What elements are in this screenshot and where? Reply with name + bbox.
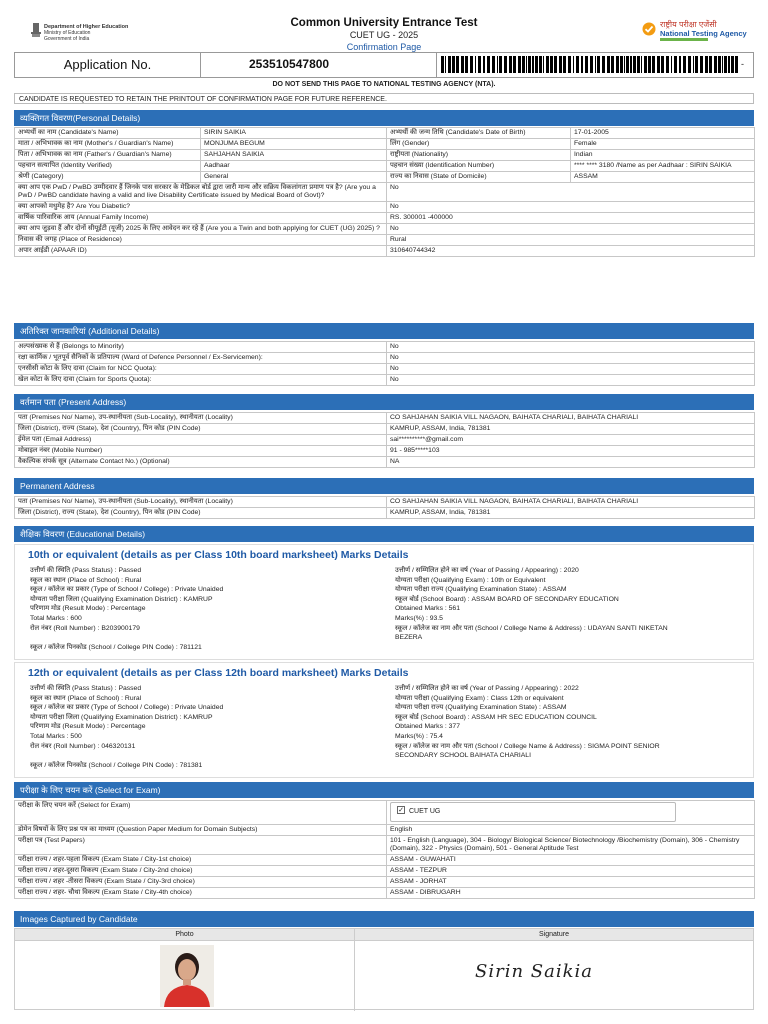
barcode-bar — [528, 56, 531, 73]
barcode-bar — [709, 56, 712, 73]
field-label: पता (Premises No/ Name), उप-स्थानीयता (Sub-Locality), स्थानीयता (Locality) — [15, 413, 387, 424]
application-label: Application No. — [15, 53, 201, 77]
barcode-bar — [620, 56, 623, 73]
table-row — [15, 183, 755, 202]
barcode-bar — [607, 56, 610, 73]
application-number-box — [14, 52, 754, 78]
education-line: योग्यता परीक्षा (Qualifying Exam) : 10th or Equivalent — [395, 576, 546, 584]
barcode-bar — [683, 56, 686, 73]
table-row — [15, 353, 755, 364]
field-label: वैकल्पिक संपर्क सूत्र (Alternate Contact No.) (Optional) — [15, 457, 387, 468]
table-row — [15, 213, 755, 224]
field-label: क्या आप एक PwD / PwBD उम्मीदवार हैं जिनके पास सरकार के मेडिकल बोर्ड द्वारा जारी मान्य और सक्रिय विकलांगता प्रमाण पत्र है? (Are you a PwD / PwBD candidate having a valid and live Disability Certificate issued by Medical Board of Govt)? — [15, 183, 387, 202]
education-line: Marks(%) : 75.4 — [395, 732, 443, 740]
nta-english-name: National Testing Agency — [660, 29, 747, 38]
education-line: स्कूल / कॉलेज का प्रकार (Type of School / College) : Private Unaided — [30, 586, 224, 594]
barcode-bar — [535, 56, 538, 73]
city-choice-1: ASSAM - GUWAHATI — [387, 855, 755, 866]
education-line: योग्यता परीक्षा जिला (Qualifying Examination District) : KAMRUP — [30, 595, 213, 603]
application-number: 253510547800 — [201, 53, 437, 77]
field-label: क्या आपको मधुमेह है? Are You Diabetic? — [15, 202, 387, 213]
section-images: Images Captured by Candidate — [14, 911, 754, 927]
barcode-bar — [518, 56, 521, 73]
education-line: Total Marks : 500 — [30, 732, 82, 740]
education-line: Total Marks : 600 — [30, 614, 82, 622]
barcode-bar — [641, 56, 642, 73]
table-row — [15, 364, 755, 375]
mobile-number: 91 - 985*****103 — [387, 446, 755, 457]
question-medium: English — [387, 825, 755, 836]
personal-details-table — [14, 127, 755, 257]
education-line: स्कूल / कॉलेज पिनकोड (School / College PIN Code) : 781121 — [30, 643, 202, 651]
table-row — [15, 375, 755, 386]
barcode-bar — [497, 56, 498, 73]
barcode-bar — [573, 56, 574, 73]
date-of-birth: 17-01-2005 — [571, 128, 755, 139]
education-line: स्कूल बोर्ड (School Board) : ASSAM BOARD OF SECONDARY EDUCATION — [395, 595, 619, 603]
table-row — [15, 877, 755, 888]
education-line: Obtained Marks : 377 — [395, 723, 460, 731]
ministry-text — [44, 24, 128, 42]
dept-line1: Department of Higher Education — [44, 24, 129, 30]
field-label: राज्य का निवास (State of Domicile) — [387, 172, 571, 183]
table-row — [15, 150, 755, 161]
ncc-value: No — [387, 364, 755, 375]
candidate-photo — [160, 945, 214, 1007]
barcode-bar — [648, 56, 651, 73]
barcode-bar — [532, 56, 534, 73]
barcode-bar — [602, 56, 605, 73]
barcode-bar — [550, 56, 553, 73]
barcode-bar — [539, 56, 542, 73]
field-label: परीक्षा के लिए चयन करें (Select for Exam) — [15, 801, 387, 825]
minority-value: No — [387, 342, 755, 353]
barcode-bar — [568, 56, 571, 73]
barcode-bar — [452, 56, 455, 73]
tenth-heading: 10th or equivalent (details as per Class 10th board marksheet) Marks Details — [28, 549, 409, 561]
do-not-send-notice: DO NOT SEND THIS PAGE TO NATIONAL TESTING AGENCY (NTA). — [272, 81, 496, 88]
barcode-bar — [626, 56, 629, 73]
table-row — [15, 457, 755, 468]
barcode-bar — [735, 56, 738, 73]
barcode-bar — [513, 56, 516, 73]
permanent-address-table — [14, 496, 755, 519]
education-line: योग्यता परीक्षा राज्य (Qualifying Examination State) : ASSAM — [395, 704, 567, 712]
barcode-bar — [554, 56, 557, 73]
barcode-bar — [705, 56, 708, 73]
table-row — [15, 424, 755, 435]
field-label: ईमेल पता (Email Address) — [15, 435, 387, 446]
field-label: परीक्षा राज्य / शहर- चौथा विकल्प (Exam State / City-4th choice) — [15, 888, 387, 899]
education-line: SECONDARY SCHOOL BAIHATA CHARIALI — [395, 752, 531, 760]
section-additional-details: अतिरिक्त जानकारियां (Additional Details) — [14, 323, 754, 339]
table-row — [15, 235, 755, 246]
page-title: Common University Entrance Test — [290, 17, 478, 29]
retain-notice: CANDIDATE IS REQUESTED TO RETAIN THE PRINTOUT OF CONFIRMATION PAGE FOR FUTURE REFERENCE. — [14, 93, 754, 104]
education-line: योग्यता परीक्षा राज्य (Qualifying Examination State) : ASSAM — [395, 586, 567, 594]
education-line — [30, 633, 380, 643]
barcode-bar — [597, 56, 600, 73]
field-label: लिंग (Gender) — [387, 139, 571, 150]
education-line: BEZERA — [395, 634, 423, 642]
field-label: परीक्षा पत्र (Test Papers) — [15, 836, 387, 855]
twelfth-right-column — [395, 684, 735, 761]
pwd-status: No — [387, 183, 755, 202]
exam-subtitle: CUET UG - 2025 — [349, 30, 419, 40]
alternate-contact: NA — [387, 457, 755, 468]
section-select-exam: परीक्षा के लिए चयन करें (Select for Exam) — [14, 782, 754, 798]
table-row — [15, 836, 755, 855]
tenth-right-column — [395, 566, 735, 643]
barcode-bar — [671, 56, 672, 73]
table-row — [15, 161, 755, 172]
barcode-bar — [666, 56, 669, 73]
barcode-bar — [722, 56, 723, 73]
dept-line2: Ministry of Education — [44, 30, 91, 36]
table-row — [15, 435, 755, 446]
barcode-bar — [483, 56, 485, 73]
table-row — [15, 172, 755, 183]
city-choice-2: ASSAM - TEZPUR — [387, 866, 755, 877]
field-label: जिला (District), राज्य (State), देश (Country), पिन कोड (PIN Code) — [15, 508, 387, 519]
city-choice-3: ASSAM - JORHAT — [387, 877, 755, 888]
barcode-bar — [465, 56, 468, 73]
tenth-left-column — [30, 566, 380, 652]
education-line: उत्तीर्ण / सम्मिलित होने का वर्ष (Year of Passing / Appearing) : 2022 — [395, 685, 579, 692]
barcode-bar — [492, 56, 495, 73]
barcode-bar — [543, 56, 544, 73]
field-label: पहचान संख्या (Identification Number) — [387, 161, 571, 172]
education-line: योग्यता परीक्षा (Qualifying Exam) : Class 12th or equivalent — [395, 694, 564, 702]
barcode-bar — [718, 56, 721, 73]
father-name: SAHJAHAN SAIKIA — [201, 150, 387, 161]
field-label: पता (Premises No/ Name), उप-स्थानीयता (Sub-Locality), स्थानीयता (Locality) — [15, 497, 387, 508]
barcode-bar — [559, 56, 562, 73]
permanent-district: KAMRUP, ASSAM, India, 781381 — [387, 508, 755, 519]
barcode-bar — [475, 56, 476, 73]
barcode-bar — [563, 56, 566, 73]
signature-header: Signature — [355, 929, 753, 941]
field-label: मोबाइल नंबर (Mobile Number) — [15, 446, 387, 457]
education-line: परिणाम मोड (Result Mode) : Percentage — [30, 605, 146, 613]
page-name: Confirmation Page — [346, 42, 422, 52]
barcode-bar — [445, 56, 446, 73]
defence-value: No — [387, 353, 755, 364]
field-label: परीक्षा राज्य / शहर-पहला विकल्प (Exam State / City-1st choice) — [15, 855, 387, 866]
nta-hindi-name: राष्ट्रीय परीक्षा एजेंसी — [660, 20, 717, 29]
table-row — [15, 128, 755, 139]
barcode-bar — [526, 56, 527, 73]
permanent-premises: CO SAHJAHAN SAIKIA VILL NAGAON, BAIHATA CHARIALI, BAIHATA CHARIALI — [387, 497, 755, 508]
field-label: राष्ट्रीयता (Nationality) — [387, 150, 571, 161]
diabetic-status: No — [387, 202, 755, 213]
category: General — [201, 172, 387, 183]
field-label: निवास की जगह (Place of Residence) — [15, 235, 387, 246]
table-row — [15, 866, 755, 877]
twelfth-heading: 12th or equivalent (details as per Class 12th board marksheet) Marks Details — [28, 667, 409, 679]
barcode-bar — [461, 56, 464, 73]
field-label: अपार आईडी (APAAR ID) — [15, 246, 387, 257]
barcode-bar — [731, 56, 734, 73]
state-of-domicile: ASSAM — [571, 172, 755, 183]
barcode-bar — [576, 56, 579, 73]
exam-select-box — [390, 802, 676, 822]
barcode-bar — [509, 56, 512, 73]
additional-details-table — [14, 341, 755, 386]
nta-check-icon — [642, 22, 656, 36]
field-label: पहचान सत्यापित (Identity Verified) — [15, 161, 201, 172]
table-row — [15, 413, 755, 424]
field-label: अल्पसंख्यक से हैं (Belongs to Minority) — [15, 342, 387, 353]
education-line: उत्तीर्ण की स्थिति (Pass Status) : Passed — [30, 567, 142, 574]
barcode-bar — [504, 56, 507, 73]
dept-line3: Government of India — [44, 36, 90, 42]
education-line: स्कूल / कॉलेज का नाम और पता (School / College Name & Address) : UDAYAN SANTI NIKETAN — [395, 624, 668, 632]
barcode-bar — [644, 56, 647, 73]
field-label: एनसीसी कोटा के लिए दावा (Claim for NCC Quota): — [15, 364, 387, 375]
barcode-bar — [637, 56, 640, 73]
field-label: डोमेन विषयों के लिए प्रश्न पत्र का माध्यम (Question Paper Medium for Domain Subjects) — [15, 825, 387, 836]
barcode-bar — [679, 56, 681, 73]
education-line: रोल नंबर (Roll Number) : 046320131 — [30, 742, 136, 750]
field-label: परीक्षा राज्य / शहर -तीसरा विकल्प (Exam State / City-3rd choice) — [15, 877, 387, 888]
education-line: Marks(%) : 93.5 — [395, 614, 443, 622]
exam-select-value: CUET UG — [409, 808, 441, 815]
field-label: रक्षा कार्मिक / भूतपूर्व सैनिकों के प्रतिपाल्य (Ward of Defence Personnel / Ex-Servicemen): — [15, 353, 387, 364]
barcode-bar — [630, 56, 632, 73]
barcode-bar — [661, 56, 664, 73]
sports-value: No — [387, 375, 755, 386]
table-row — [15, 224, 755, 235]
table-row — [15, 855, 755, 866]
education-line: स्कूल का स्थान (Place of School) : Rural — [30, 576, 142, 584]
barcode-bar — [456, 56, 459, 73]
present-district: KAMRUP, ASSAM, India, 781381 — [387, 424, 755, 435]
education-line: स्कूल / कॉलेज पिनकोड (School / College PIN Code) : 781381 — [30, 761, 203, 769]
apaar-id: 310640744342 — [387, 246, 755, 257]
barcode-bar — [441, 56, 444, 73]
barcode-bar — [470, 56, 473, 73]
barcode-bar — [624, 56, 625, 73]
field-label: श्रेणी (Category) — [15, 172, 201, 183]
section-present-address: वर्तमान पता (Present Address) — [14, 394, 754, 410]
table-row — [15, 888, 755, 899]
barcode-bar — [487, 56, 490, 73]
present-address-table — [14, 412, 755, 468]
checkbox-checked-icon: ✓ — [398, 807, 404, 815]
table-row — [15, 825, 755, 836]
barcode-bar — [724, 56, 727, 73]
present-premises: CO SAHJAHAN SAIKIA VILL NAGAON, BAIHATA CHARIALI, BAIHATA CHARIALI — [387, 413, 755, 424]
section-permanent-address: Permanent Address — [14, 478, 754, 494]
table-row — [15, 508, 755, 519]
gender: Female — [571, 139, 755, 150]
barcode-bar — [448, 56, 451, 73]
candidate-name: SIRIN SAIKIA — [201, 128, 387, 139]
barcode-bar — [714, 56, 717, 73]
education-line: परिणाम मोड (Result Mode) : Percentage — [30, 723, 146, 731]
candidate-photo-figure — [160, 945, 214, 1007]
barcode-bar — [522, 56, 525, 73]
field-label: क्या आप जुड़वा हैं और दोनों सीयूईटी (यूजी) 2025 के लिए आवेदन कर रहे हैं (Are you a Twin and both applying for CUET (UG) 2025) ? — [15, 224, 387, 235]
identification-number: **** **** 3180 /Name as per Aadhaar : SIRIN SAIKIA — [571, 161, 755, 172]
field-label: परीक्षा राज्य / शहर-दूसरा विकल्प (Exam State / City-2nd choice) — [15, 866, 387, 877]
education-line: रोल नंबर (Roll Number) : B203900179 — [30, 624, 140, 632]
city-choice-4: ASSAM - DIBRUGARH — [387, 888, 755, 899]
barcode-bar — [585, 56, 588, 73]
twelfth-left-column — [30, 684, 380, 770]
education-line: स्कूल / कॉलेज का प्रकार (Type of School / College) : Private Unaided — [30, 704, 224, 712]
table-row — [15, 497, 755, 508]
page-header — [0, 0, 768, 54]
barcode-bar — [693, 56, 694, 73]
education-line: स्कूल का स्थान (Place of School) : Rural — [30, 694, 142, 702]
email-address: sai**********@gmail.com — [387, 435, 755, 446]
barcode-bar — [546, 56, 549, 73]
application-dash: - — [741, 59, 744, 69]
barcode-bar — [478, 56, 481, 73]
education-line — [30, 751, 380, 761]
twin-status: No — [387, 224, 755, 235]
barcode-bar — [581, 56, 583, 73]
education-line: स्कूल / कॉलेज का नाम और पता (School / College Name & Address) : SIGMA POINT SENIOR — [395, 742, 660, 750]
mother-name: MONJUMA BEGUM — [201, 139, 387, 150]
table-row — [15, 246, 755, 257]
barcode-bar — [499, 56, 502, 73]
field-label: जिला (District), राज्य (State), देश (Country), पिन कोड (PIN Code) — [15, 424, 387, 435]
field-label: पिता / अभिभावक का नाम (Father's / Guardian's Name) — [15, 150, 201, 161]
barcode-bar — [728, 56, 730, 73]
place-of-residence: Rural — [387, 235, 755, 246]
field-label: अभ्यर्थी का नाम (Candidate's Name) — [15, 128, 201, 139]
barcode-bar — [595, 56, 596, 73]
education-line: उत्तीर्ण की स्थिति (Pass Status) : Passed — [30, 685, 142, 692]
barcode-bar — [657, 56, 660, 73]
barcode-bar — [590, 56, 593, 73]
candidate-signature: Sirin Saikia — [475, 961, 593, 982]
education-line: Obtained Marks : 561 — [395, 605, 460, 613]
section-personal-details: व्यक्तिगत विवरण(Personal Details) — [14, 110, 754, 126]
education-line: योग्यता परीक्षा जिला (Qualifying Examination District) : KAMRUP — [30, 713, 213, 721]
barcode-bar — [688, 56, 691, 73]
emblem-icon — [30, 22, 42, 38]
images-panel — [14, 928, 754, 1010]
barcode-image — [441, 56, 745, 73]
field-label: अभ्यर्थी की जन्म तिथि (Candidate's Date of Birth) — [387, 128, 571, 139]
barcode-bar — [616, 56, 619, 73]
title-block — [250, 17, 518, 53]
table-row — [15, 139, 755, 150]
field-label: वार्षिक पारिवारिक आय (Annual Family Income) — [15, 213, 387, 224]
education-line: स्कूल बोर्ड (School Board) : ASSAM HR SEC EDUCATION COUNCIL — [395, 713, 597, 721]
identity-verified: Aadhaar — [201, 161, 387, 172]
education-line: उत्तीर्ण / सम्मिलित होने का वर्ष (Year of Passing / Appearing) : 2020 — [395, 567, 579, 574]
table-row — [15, 342, 755, 353]
barcode-bar — [700, 56, 703, 73]
barcode-bar — [695, 56, 698, 73]
nationality: Indian — [571, 150, 755, 161]
barcode-bar — [652, 56, 655, 73]
field-label: माता / अभिभावक का नाम (Mother's / Guardian's Name) — [15, 139, 201, 150]
photo-header: Photo — [15, 929, 354, 941]
nta-tagline-bar — [660, 38, 708, 41]
table-row — [15, 446, 755, 457]
field-label: खेल कोटा के लिए दावा (Claim for Sports Quota): — [15, 375, 387, 386]
test-papers: 101 - English (Language), 304 - Biology/ Biological Science/ Biotechnology /Biochemistry (Domain), 306 - Chemistry (Domain), 322 - Physics (Domain), 501 - General Aptitude Test — [387, 836, 755, 855]
barcode-bar — [633, 56, 636, 73]
barcode-bar — [674, 56, 677, 73]
section-educational-details: शैक्षिक विवरण (Educational Details) — [14, 526, 754, 542]
table-row — [15, 202, 755, 213]
barcode-bar — [611, 56, 614, 73]
annual-income: RS. 300001 -400000 — [387, 213, 755, 224]
